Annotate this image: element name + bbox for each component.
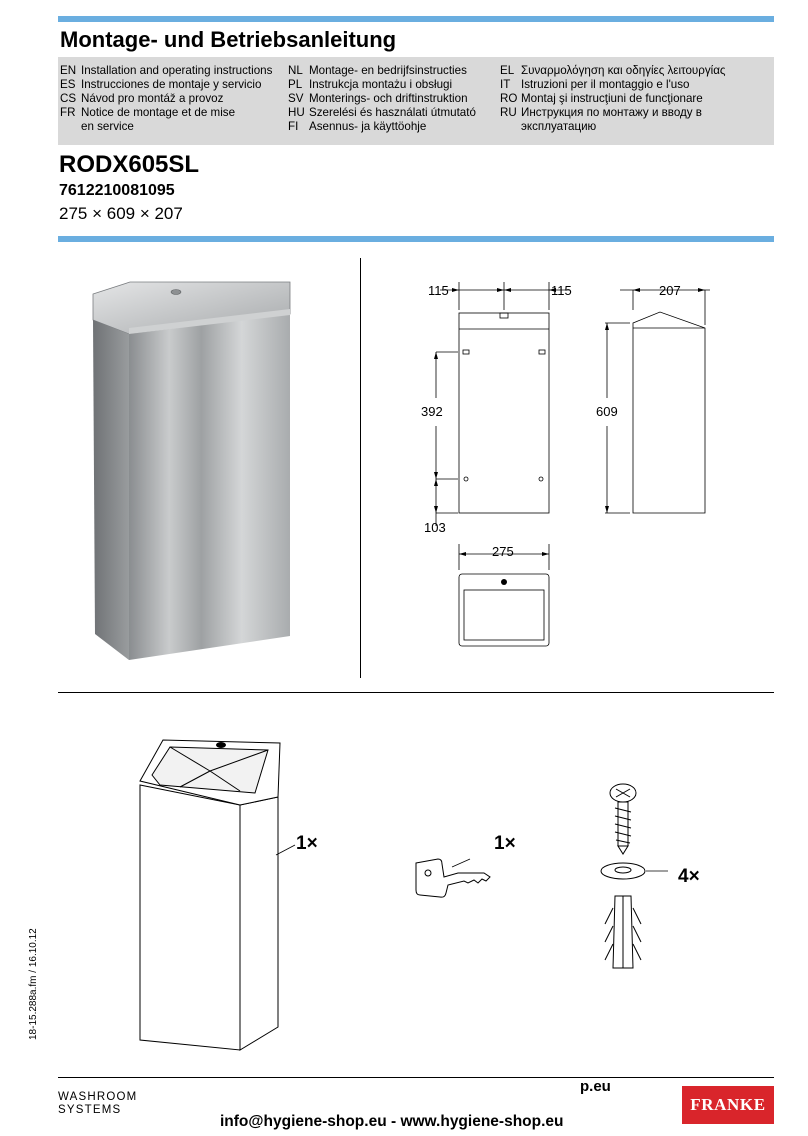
lang-item: HU Szerelési és használati útmutató xyxy=(288,106,476,119)
washroom-systems-label xyxy=(58,1091,137,1117)
systems-text: SYSTEMS xyxy=(58,1104,122,1116)
section-accent-bar xyxy=(58,236,774,242)
screw-kit-illustration xyxy=(590,778,660,978)
lang-item: ES Instrucciones de montaje y servicio xyxy=(60,78,262,91)
lang-item: CS Návod pro montáž a provoz xyxy=(60,92,224,105)
dimension-drawing xyxy=(400,280,730,660)
franke-logo xyxy=(682,1086,774,1124)
dim-115-left: 115 xyxy=(428,283,449,298)
key-quantity: 1× xyxy=(494,833,516,854)
bin-illustration xyxy=(130,735,310,1055)
lang-item: RU Инструкция по монтажу и вводу в эксплуатацию xyxy=(500,106,702,133)
key-icon xyxy=(412,855,497,900)
bin-quantity: 1× xyxy=(296,833,318,854)
lang-item: PL Instrukcja montażu i obsługi xyxy=(288,78,453,91)
dim-103: 103 xyxy=(424,520,446,535)
dim-275: 275 xyxy=(492,544,514,559)
washroom-text: WASHROOM xyxy=(58,1091,138,1103)
lang-col-1 xyxy=(60,64,272,134)
footer-domain-fragment: p.eu xyxy=(580,1078,611,1095)
product-model: RODX605SL xyxy=(59,151,200,178)
lang-item: IT Istruzioni per il montaggio e l'uso xyxy=(500,78,690,91)
product-dimensions: 275 × 609 × 207 xyxy=(59,204,183,223)
product-ean: 7612210081095 xyxy=(59,182,175,199)
document-reference: 18-15.288a.fm / 16.10.12 xyxy=(28,928,39,1040)
lang-item: NL Montage- en bedrijfsinstructies xyxy=(288,64,467,77)
dim-207: 207 xyxy=(659,283,681,298)
lang-item: FI Asennus- ja käyttöohje xyxy=(288,120,427,133)
footer-divider xyxy=(58,1077,774,1078)
lang-item: SV Monterings- och driftinstruktion xyxy=(288,92,468,105)
top-accent-bar xyxy=(58,16,774,22)
screw-quantity: 4× xyxy=(678,866,700,887)
dim-392: 392 xyxy=(421,404,443,419)
lang-item: FR Notice de montage et de mise en service xyxy=(60,106,236,133)
lang-item: EN Installation and operating instructions xyxy=(60,64,273,77)
franke-logo-text: FRANKE xyxy=(690,1095,766,1114)
lang-col-2 xyxy=(288,64,476,134)
dim-609: 609 xyxy=(596,404,618,419)
horizontal-divider xyxy=(58,692,774,693)
lang-item: RO Montaj şi instrucţiuni de funcţionare xyxy=(500,92,703,105)
product-photo xyxy=(90,282,315,667)
page-title: Montage- und Betriebsanleitung xyxy=(60,27,397,52)
dim-115-right: 115 xyxy=(551,283,572,298)
footer-contact[interactable]: info@hygiene-shop.eu - www.hygiene-shop.eu xyxy=(220,1113,564,1130)
lang-col-3 xyxy=(500,64,726,134)
lang-item: EL Συναρμολόγηση και οδηγίες λειτουργίας xyxy=(500,64,726,77)
vertical-divider xyxy=(360,258,361,678)
